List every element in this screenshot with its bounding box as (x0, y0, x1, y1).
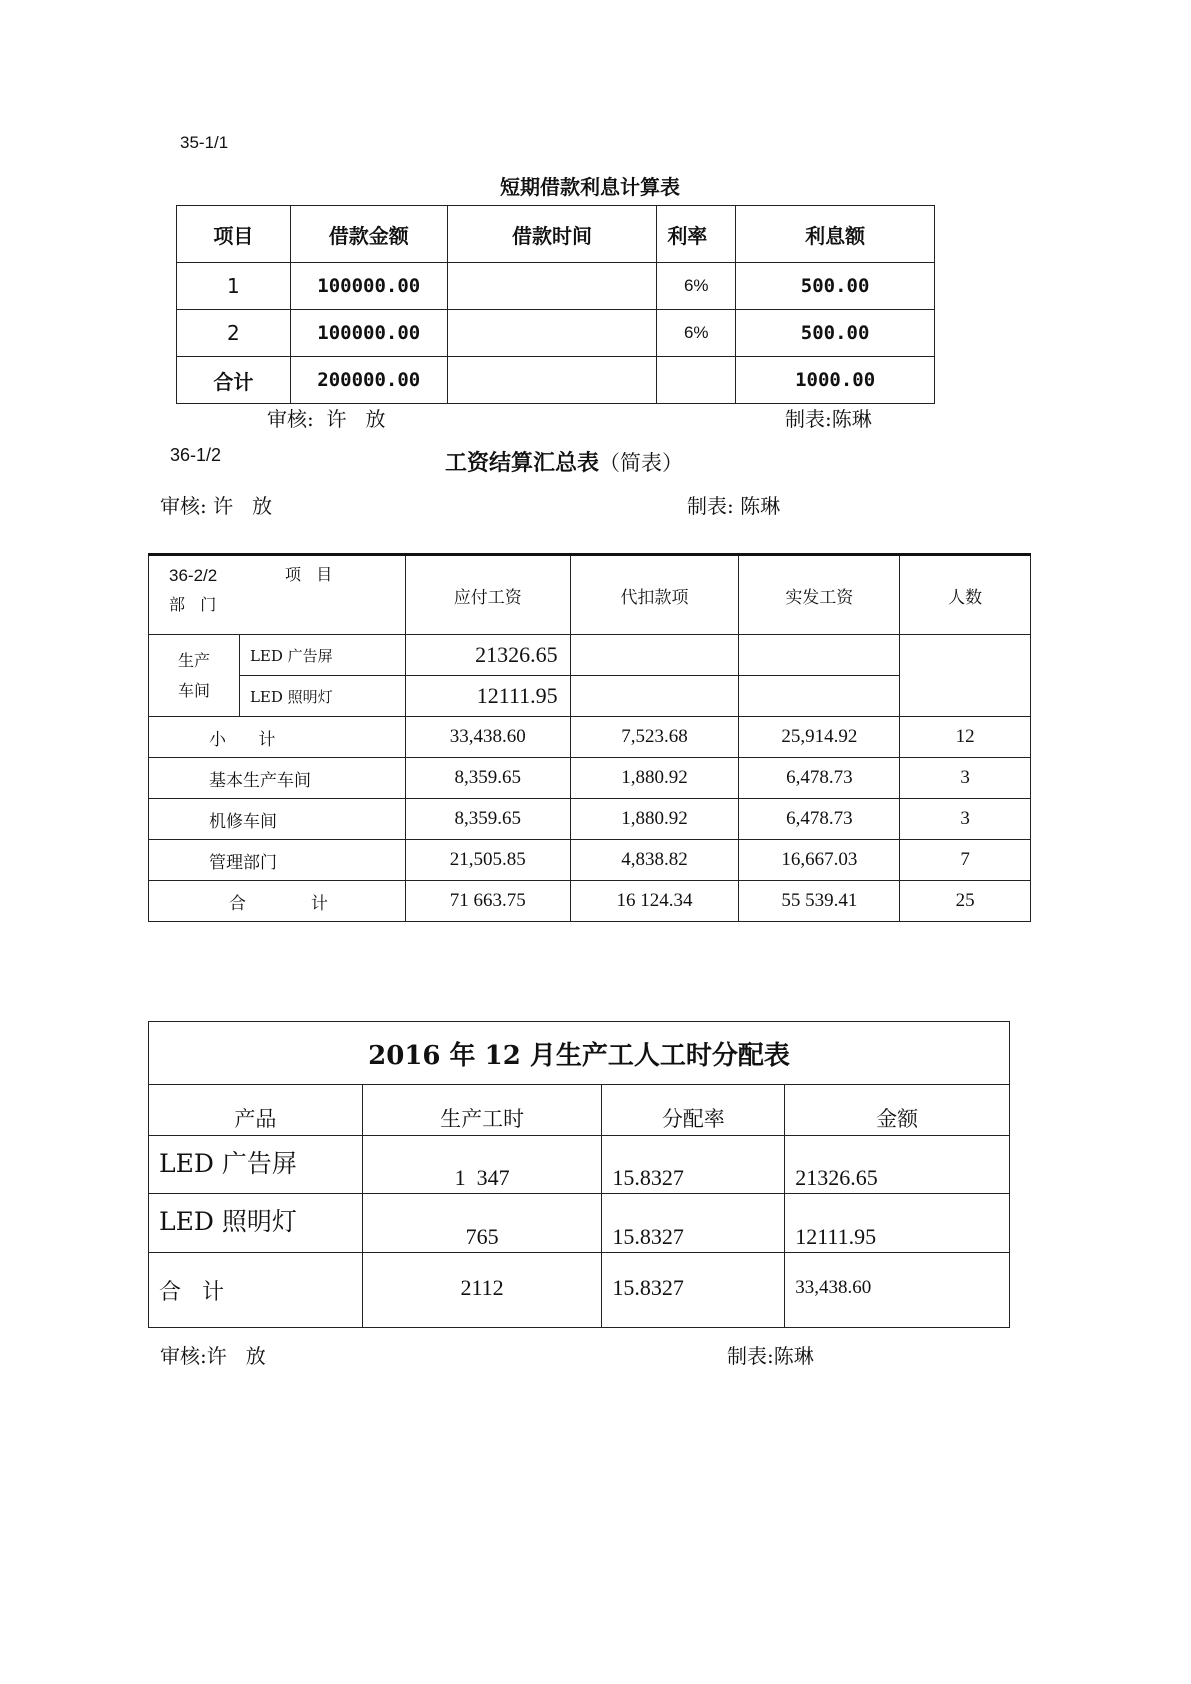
row-deduct: 7,523.68 (570, 717, 739, 758)
product-actual (739, 635, 900, 676)
row-actual: 6,478.73 (739, 758, 900, 799)
row-rate (657, 357, 736, 404)
header-hours: 生产工时 (362, 1085, 602, 1136)
row-product: LED 照明灯 (149, 1194, 363, 1253)
header-interest: 利息额 (736, 206, 935, 263)
row-rate: 15.8327 (602, 1253, 785, 1328)
row-hours: 2112 (362, 1253, 602, 1328)
header-deduct: 代扣款项 (570, 555, 739, 635)
row-deduct: 1,880.92 (570, 758, 739, 799)
product-payable: 12111.95 (405, 676, 570, 717)
section2-code: 36-1/2 (170, 445, 222, 465)
table-header-row (149, 1085, 1010, 1136)
header-time: 借款时间 (447, 206, 657, 263)
row-hours: 765 (362, 1194, 602, 1253)
row-deduct: 4,838.82 (570, 840, 739, 881)
section2-reviewer: 审核: 许 放 (160, 494, 273, 518)
section2-title-wrap (445, 446, 683, 477)
header-count: 人数 (900, 555, 1031, 635)
row-payable: 71 663.75 (405, 881, 570, 922)
row-item: 2 (177, 310, 291, 357)
labor-hours-table (148, 1021, 1010, 1328)
header-rate: 分配率 (602, 1085, 785, 1136)
row-count: 25 (900, 881, 1031, 922)
table-total-row (149, 1253, 1010, 1328)
corner-item-label: 项 目 (285, 565, 333, 584)
row-time (447, 357, 657, 404)
row-dept: 机修车间 (149, 799, 406, 840)
workshop-label (149, 635, 240, 717)
corner-cell (149, 555, 406, 635)
table-row (149, 1194, 1010, 1253)
row-payable: 8,359.65 (405, 758, 570, 799)
table-row (149, 758, 1031, 799)
row-rate: 6% (657, 310, 736, 357)
header-rate: 利率 (657, 206, 736, 263)
table-title-row (149, 1022, 1010, 1085)
row-interest: 1000.00 (736, 357, 935, 404)
row-time (447, 310, 657, 357)
row-item: 合计 (177, 357, 291, 404)
table-row (149, 635, 1031, 676)
row-payable: 8,359.65 (405, 799, 570, 840)
row-count: 12 (900, 717, 1031, 758)
table-row (177, 263, 935, 310)
row-amount: 33,438.60 (785, 1253, 1010, 1328)
row-dept: 合 计 (149, 881, 406, 922)
row-actual: 6,478.73 (739, 799, 900, 840)
header-amount: 金额 (785, 1085, 1010, 1136)
table-total-row (177, 357, 935, 404)
product-name: LED 广告屏 (239, 635, 405, 676)
section2-preparer: 制表: 陈琳 (687, 494, 781, 518)
row-actual: 16,667.03 (739, 840, 900, 881)
table-row (149, 717, 1031, 758)
section1-code: 35-1/1 (180, 133, 229, 152)
corner-dept-label: 部 门 (169, 595, 217, 614)
row-actual: 55 539.41 (739, 881, 900, 922)
table-row (177, 310, 935, 357)
section1-preparer: 制表:陈琳 (785, 407, 872, 431)
table-row (149, 799, 1031, 840)
row-amount: 100000.00 (290, 310, 447, 357)
row-amount: 200000.00 (290, 357, 447, 404)
payroll-table (148, 553, 1031, 922)
table-row (149, 840, 1031, 881)
section4-title: 2016 年 12 月生产工人工时分配表 (149, 1022, 1010, 1085)
product-actual (739, 676, 900, 717)
row-amount: 12111.95 (785, 1194, 1010, 1253)
header-actual: 实发工资 (739, 555, 900, 635)
section1-reviewer: 审核: 许 放 (267, 407, 386, 431)
row-count: 7 (900, 840, 1031, 881)
row-payable: 33,438.60 (405, 717, 570, 758)
header-item: 项目 (177, 206, 291, 263)
table-total-row (149, 881, 1031, 922)
section4-reviewer: 审核:许 放 (160, 1344, 266, 1368)
product-payable: 21326.65 (405, 635, 570, 676)
section1-title: 短期借款利息计算表 (500, 175, 680, 199)
row-dept: 管理部门 (149, 840, 406, 881)
row-actual: 25,914.92 (739, 717, 900, 758)
row-hours: 1 347 (362, 1136, 602, 1194)
table-header-row (149, 555, 1031, 635)
table-header-row (177, 206, 935, 263)
product-deduct (570, 635, 739, 676)
section2-title-suffix: （简表） (599, 451, 684, 475)
header-amount: 借款金额 (290, 206, 447, 263)
row-interest: 500.00 (736, 310, 935, 357)
table-row (149, 676, 1031, 717)
row-rate: 6% (657, 263, 736, 310)
row-rate: 15.8327 (602, 1194, 785, 1253)
row-payable: 21,505.85 (405, 840, 570, 881)
row-rate: 15.8327 (602, 1136, 785, 1194)
row-count: 3 (900, 799, 1031, 840)
row-item: 1 (177, 263, 291, 310)
section2-title: 工资结算汇总表 (445, 451, 600, 476)
product-name: LED 照明灯 (239, 676, 405, 717)
row-amount: 21326.65 (785, 1136, 1010, 1194)
section4-preparer: 制表:陈琳 (727, 1344, 814, 1368)
header-product: 产品 (149, 1085, 363, 1136)
row-deduct: 16 124.34 (570, 881, 739, 922)
row-time (447, 263, 657, 310)
product-count (900, 635, 1031, 717)
product-deduct (570, 676, 739, 717)
row-dept: 基本生产车间 (149, 758, 406, 799)
loan-interest-table (176, 205, 935, 404)
table-row (149, 1136, 1010, 1194)
row-interest: 500.00 (736, 263, 935, 310)
row-deduct: 1,880.92 (570, 799, 739, 840)
workshop-text: 生产车间 (177, 650, 210, 700)
row-amount: 100000.00 (290, 263, 447, 310)
row-dept: 小 计 (149, 717, 406, 758)
header-payable: 应付工资 (405, 555, 570, 635)
row-count: 3 (900, 758, 1031, 799)
row-product: 合 计 (149, 1253, 363, 1328)
row-product: LED 广告屏 (149, 1136, 363, 1194)
section3-code: 36-2/2 (169, 566, 218, 585)
